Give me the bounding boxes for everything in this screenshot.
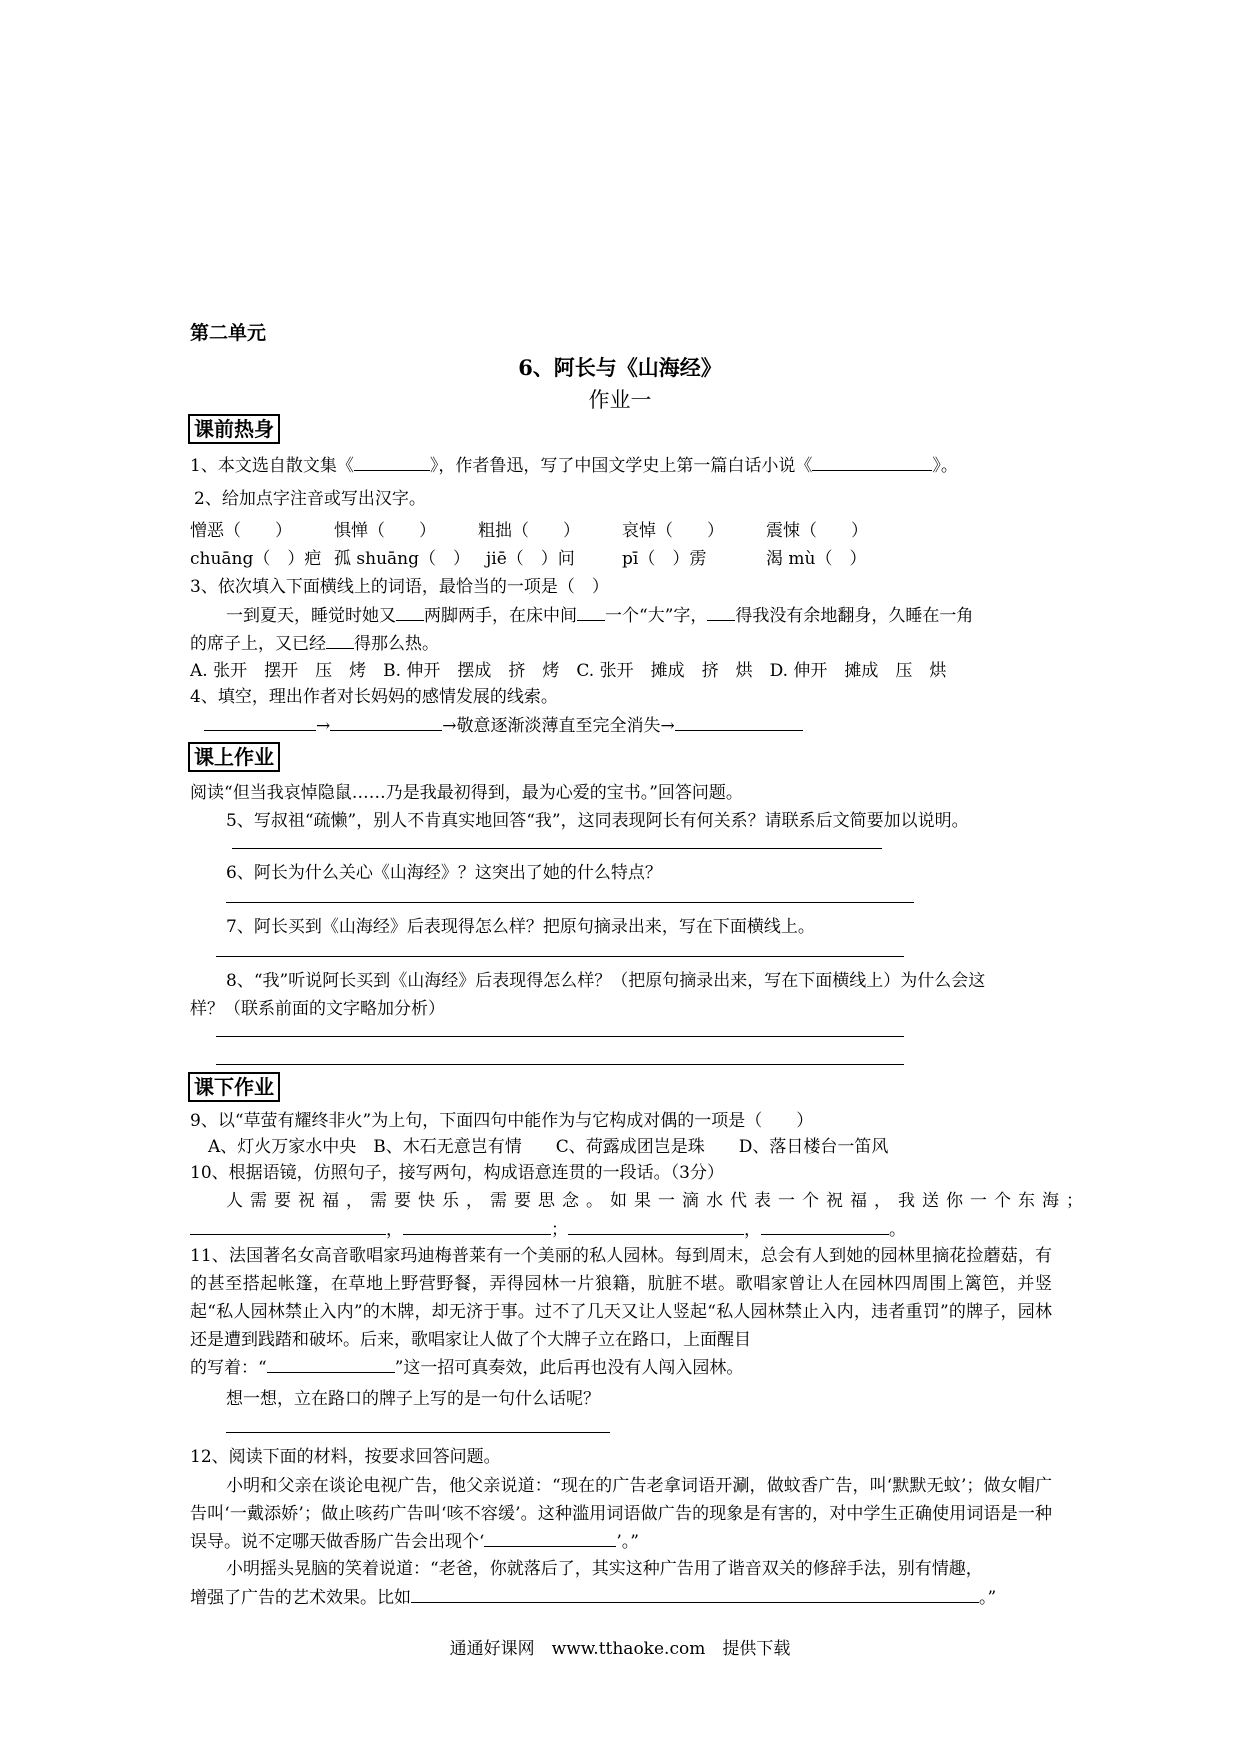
answer-blank[interactable] [411,1584,979,1603]
answer-blank[interactable] [707,602,735,621]
question-12-paragraph-1: 小明和父亲在谈论电视广告，他父亲说道：“现在的广告老拿词语开涮，做蚊香广告，叫‘默默无蚊’；做女帽广告叫‘一戴添娇’；做止咳药广告叫‘咳不容缓’。这种滥用词语做广告的现象是有害的，对中学生正确使用词语是一种误导。说不定哪天做香肠广告会出现个‘ ’。” [190,1476,1052,1552]
question-10-blanks: ， ； ， 。 [190,1216,906,1243]
question-8-line-1: 8、“我”听说阿长买到《山海经》后表现得怎么样？（把原句摘录出来，写在下面横线上）为什么会这 [226,971,986,991]
question-3-passage: 一到夏天，睡觉时她又 两脚两手，在床中间 一个“大”字， 得我没有余地翻身，久睡在一角 [226,602,973,629]
section-after-class: 课下作业 [188,1072,280,1102]
question-12: 12、阅读下面的材料，按要求回答问题。 [190,1447,501,1467]
answer-blank[interactable] [761,1216,889,1235]
question-5: 5、写叔祖“疏懒”，别人不肯真实地回答“我”，这同表现阿长有何关系？请联系后文简要加以说明。 [226,811,969,831]
answer-blank[interactable] [675,712,803,731]
answer-blank[interactable] [484,1528,616,1547]
answer-line[interactable] [216,956,904,957]
question-11-ask: 想一想，立在路口的牌子上写的是一句什么话呢？ [226,1389,600,1409]
answer-blank[interactable] [812,452,932,471]
question-11-passage: 11、法国著名女高音歌唱家玛迪梅普莱有一个美丽的私人园林。每到周末，总会有人到她的园林里摘花捡蘑菇，有的甚至搭起帐篷，在草地上野营野餐，弄得园林一片狼籍，肮脏不堪。歌唱家曾让人在园林四周围上篱笆，并竖起“私人园林禁止入内”的木牌，却无济于事。过不了几天又让人竖起“私人园林禁止入内，违者重罚”的牌子，园林还是遭到践踏和破坏。后来，歌唱家让人做了个大牌子立在路口，上面醒目 [190,1246,1052,1350]
answer-blank[interactable] [403,1216,551,1235]
question-10-example: 人需要祝福，需要快乐，需要思念。如果一滴水代表一个祝福，我送你一个东海； [226,1191,1090,1211]
answer-blank[interactable] [568,1216,744,1235]
question-7: 7、阿长买到《山海经》后表现得怎么样？把原句摘录出来，写在下面横线上。 [226,917,815,937]
answer-blank[interactable] [204,712,316,731]
question-9: 9、以“草萤有耀终非火”为上句，下面四句中能作为与它构成对偶的一项是（ ） [190,1111,814,1131]
answer-blank[interactable] [330,712,442,731]
section-pre-class: 课前热身 [188,414,280,444]
question-12-paragraph-3: 增强了广告的艺术效果。比如 。” [190,1584,996,1611]
pinyin-row-2: chuāng（ ）疤 孤 shuāng（ ） jiē（ ）问 pī（ ）雳 渴 mù（ ） [190,549,867,569]
question-4: 4、填空，理出作者对长妈妈的感情发展的线索。 [190,687,558,707]
question-1: 1、本文选自散文集《 》，作者鲁迅，写了中国文学史上第一篇白话小说《 》。 [190,452,958,479]
question-4-chain: → →敬意逐渐淡薄直至完全消失→ [204,712,803,739]
question-12-paragraph-2: 小明摇头晃脑的笑着说道：“老爸，你就落后了，其实这种广告用了谐音双关的修辞手法，别有情趣， [226,1559,983,1579]
answer-line[interactable] [216,1036,904,1037]
answer-blank[interactable] [190,1216,386,1235]
unit-heading: 第二单元 [190,322,267,344]
answer-line[interactable] [226,902,914,903]
answer-line[interactable] [216,1064,904,1065]
answer-blank[interactable] [354,452,430,471]
question-3: 3、依次填入下面横线上的词语，最恰当的一项是（ ） [190,577,609,597]
question-3-options: A. 张开 摆开 压 烤 B. 伸开 摆成 挤 烤 C. 张开 摊成 挤 烘 D. 伸开 摊成 压 烘 [190,661,947,681]
pinyin-row-1: 憎恶（ ） 惧惮（ ） 粗拙（ ） 哀悼（ ） 震悚（ ） [190,521,868,541]
reading-instruction: 阅读“但当我哀悼隐鼠……乃是我最初得到，最为心爱的宝书。”回答问题。 [190,783,743,803]
answer-blank[interactable] [326,630,354,649]
footer-credit: 通通好课网 www.tthaoke.com 提供下载 [449,1639,791,1659]
section-in-class: 课上作业 [188,742,280,772]
answer-line[interactable] [226,1432,610,1433]
answer-blank[interactable] [267,1354,395,1373]
question-9-options: A、灯火万家水中央 B、木石无意岂有情 C、荷露成团岂是珠 D、落日楼台一笛风 [208,1137,889,1157]
answer-blank[interactable] [577,602,605,621]
question-10: 10、根据语镜，仿照句子，接写两句，构成语意连贯的一段话。（3分） [190,1163,724,1183]
question-8-line-2: 样？（联系前面的文字略加分析） [190,999,445,1019]
answer-line[interactable] [232,848,882,849]
answer-blank[interactable] [396,602,424,621]
question-2: 2、给加点字注音或写出汉字。 [194,489,426,509]
question-11-end: 的写着：“ ”这一招可真奏效，此后再也没有人闯入园林。 [190,1354,743,1381]
homework-subtitle: 作业一 [588,388,652,412]
lesson-title: 6、阿长与《山海经》 [518,355,722,380]
question-6: 6、阿长为什么关心《山海经》？这突出了她的什么特点？ [226,863,662,883]
question-3-passage-cont: 的席子上，又已经 得那么热。 [190,630,439,657]
